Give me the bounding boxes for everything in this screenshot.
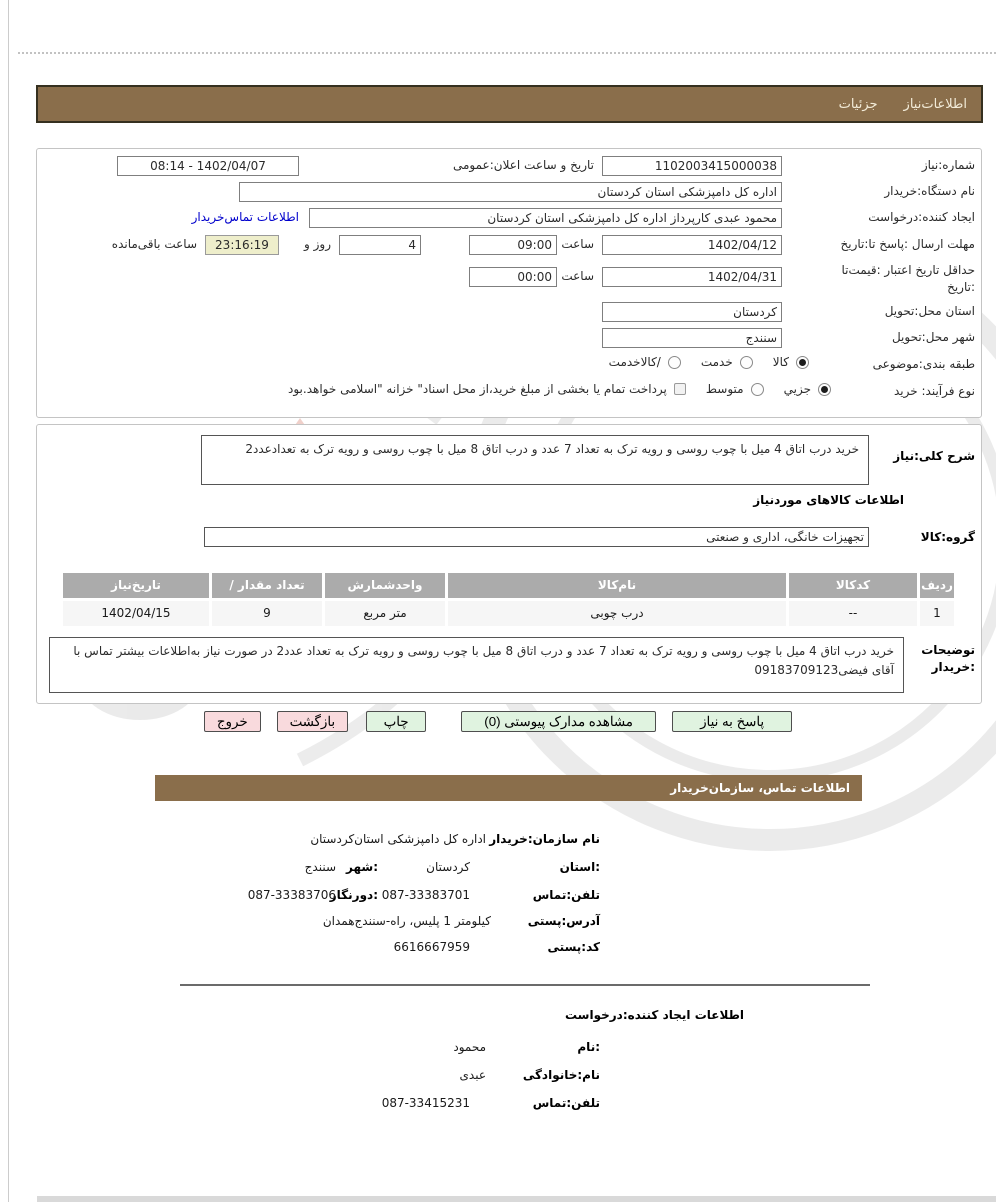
creator-phone-value: 087-33415231: [381, 1096, 470, 1110]
validity-hour-label: ساعت: [561, 269, 594, 283]
deadline-date-field[interactable]: 1402/04/12: [602, 235, 782, 255]
org-contact-header-bar: اطلاعات تماس، سازمان‌خریدار: [155, 775, 862, 801]
deadline-hour-label: ساعت: [561, 237, 594, 251]
deadline-time-field[interactable]: 09:00: [469, 235, 557, 255]
treasury-payment-label: پرداخت تمام یا بخشی از مبلغ خرید،از محل اسناد" خزانه "اسلامی خواهد.بود: [288, 382, 667, 396]
validity-label-line2: :تاریخ: [947, 280, 975, 294]
validity-date-field[interactable]: 1402/04/31: [602, 267, 782, 287]
radio-medium[interactable]: [751, 383, 764, 396]
exit-button[interactable]: خروج: [204, 711, 261, 732]
org-name-label: نام سازمان:خریدار: [489, 832, 600, 846]
org-city-value: سنندج: [304, 860, 336, 874]
org-phone-fax-row: [0, 888, 996, 908]
org-postal-label: کد:پستی: [547, 940, 600, 954]
buyer-org-label: نام دستگاه:خریدار: [884, 184, 975, 198]
radio-goods-label: کالا: [772, 355, 789, 369]
need-description-box[interactable]: خرید درب اتاق 4 میل با چوب روسی و رویه ترک به تعداد 7 عدد و درب اتاق 8 میل با چوب روسی و رویه ترک به تعدادعدد2: [201, 435, 869, 485]
back-button[interactable]: بازگشت: [277, 711, 349, 732]
deadline-label: مهلت ارسال :پاسخ تا:تاریخ: [840, 237, 975, 251]
buyer-org-field[interactable]: اداره کل دامپزشکی استان کردستان: [239, 182, 782, 202]
org-postal-row: [0, 940, 996, 960]
page-left-border: [8, 0, 9, 1202]
org-postal-value: 6616667959: [393, 940, 470, 954]
org-province-city-row: [0, 860, 996, 880]
radio-medium-label: متوسط: [705, 382, 744, 396]
days-suffix-label: روز و: [304, 237, 331, 251]
tab-need-info[interactable]: اطلاعات‌نیاز: [903, 96, 967, 112]
print-button[interactable]: چاپ: [366, 711, 426, 732]
delivery-province-field[interactable]: کردستان: [602, 302, 782, 322]
classification-options: [589, 355, 809, 369]
radio-goods-service[interactable]: [668, 356, 681, 369]
view-attachments-button[interactable]: مشاهده مدارک پیوستی (0): [461, 711, 656, 732]
remaining-hours-label: ساعت باقی‌مانده: [111, 237, 197, 251]
radio-minor[interactable]: [818, 383, 831, 396]
section-divider: [180, 984, 870, 986]
creator-family-row: [0, 1068, 996, 1088]
org-phone-value: 087-33383701: [381, 888, 470, 902]
org-fax-label: :دورنگار: [329, 888, 378, 902]
creator-phone-row: [0, 1096, 996, 1116]
cell-item-code: --: [789, 601, 917, 626]
buyer-remarks-label-line2: :خریدار: [931, 660, 975, 674]
respond-button[interactable]: پاسخ به نیاز: [672, 711, 792, 732]
delivery-city-label: شهر محل:تحویل: [891, 330, 975, 344]
org-fax-value: 087-33383706: [247, 888, 336, 902]
org-name-value: اداره کل دامپزشکی استان‌کردستان: [310, 832, 486, 846]
creator-family-value: عبدی: [459, 1068, 486, 1082]
request-creator-field[interactable]: محمود عبدی کارپرداز اداره کل دامپزشکی استان کردستان: [309, 208, 782, 228]
cell-item-name: درب چوبی: [448, 601, 786, 626]
need-items-panel: [36, 424, 982, 704]
bottom-border-strip: [37, 1196, 996, 1202]
title-tabbar: [36, 85, 983, 123]
creator-info-header: اطلاعات ایجاد کننده:درخواست: [564, 1008, 744, 1022]
col-unit: واحدشمارش: [325, 573, 445, 598]
process-type-options: [268, 382, 831, 396]
radio-minor-label: جزيي: [783, 382, 811, 396]
col-item-name: نام‌کالا: [448, 573, 786, 598]
buyer-remarks-box[interactable]: خرید درب اتاق 4 میل با چوب روسی و رویه ترک به تعداد 7 عدد و درب اتاق 8 میل با چوب روسی و رویه ترک به تعداد عدد2 در صورت نیاز به‌اطلاعات بیشتر تماس با آقای فیضی09183709123: [49, 637, 904, 693]
creator-name-label: :نام: [577, 1040, 600, 1054]
creator-name-value: محمود: [453, 1040, 486, 1054]
cell-need-date: 1402/04/15: [63, 601, 209, 626]
items-table-header-row: [62, 573, 954, 598]
org-address-label: آدرس:پستی: [527, 914, 600, 928]
col-item-code: کدکالا: [789, 573, 917, 598]
radio-goods-service-label: /کالاخدمت: [608, 355, 661, 369]
request-creator-label: ایجاد کننده:درخواست: [868, 210, 975, 224]
delivery-city-field[interactable]: سنندج: [602, 328, 782, 348]
col-row-number: ردیف: [920, 573, 954, 598]
org-city-label: :شهر: [346, 860, 378, 874]
org-province-label: :استان: [559, 860, 600, 874]
items-table-row[interactable]: [62, 601, 954, 626]
org-province-value: کردستان: [426, 860, 470, 874]
buyer-contact-link[interactable]: اطلاعات تماس‌خریدار: [191, 210, 299, 224]
items-table: [62, 573, 954, 629]
cell-quantity: 9: [212, 601, 322, 626]
need-description-label: شرح کلی:نیاز: [893, 449, 975, 463]
need-number-label: شماره:نیاز: [921, 158, 975, 172]
cell-unit: متر مربع: [325, 601, 445, 626]
top-dotted-divider: [18, 52, 996, 54]
org-name-row: [0, 832, 996, 852]
creator-phone-label: تلفن:تماس: [532, 1096, 600, 1110]
required-items-header: اطلاعات کالاهای موردنیاز: [753, 493, 904, 507]
classification-label: طبقه بندی:موضوعی: [872, 357, 975, 371]
creator-name-row: [0, 1040, 996, 1060]
deadline-days-field[interactable]: 4: [339, 235, 421, 255]
radio-service-label: خدمت: [700, 355, 733, 369]
radio-goods[interactable]: [796, 356, 809, 369]
cell-row-number: 1: [920, 601, 954, 626]
goods-group-field[interactable]: تجهیزات خانگی، اداری و صنعتی: [204, 527, 869, 547]
process-type-label: نوع فرآیند: خرید: [894, 384, 975, 398]
buyer-remarks-label-line1: توضیحات: [921, 643, 975, 657]
col-need-date: تاریخ‌نیاز: [63, 573, 209, 598]
announce-datetime-field[interactable]: 08:14 - 1402/04/07: [117, 156, 299, 176]
countdown-timer: 23:16:19: [205, 235, 279, 255]
validity-time-field[interactable]: 00:00: [469, 267, 557, 287]
col-quantity: تعداد مقدار /: [212, 573, 322, 598]
tab-details[interactable]: جزئیات: [838, 96, 878, 112]
org-address-value: کیلومتر 1 پلیس، راه-سنندج‌همدان: [322, 914, 491, 928]
creator-family-label: نام:خانوادگی: [522, 1068, 600, 1082]
radio-service[interactable]: [740, 356, 753, 369]
org-address-row: [0, 914, 996, 934]
validity-label-line1: حداقل تاریخ اعتبار :قیمت‌تا: [841, 263, 975, 277]
goods-group-label: گروه:کالا: [920, 530, 975, 544]
org-phone-label: تلفن:تماس: [532, 888, 600, 902]
treasury-payment-checkbox[interactable]: [674, 383, 686, 395]
need-form-panel: [36, 148, 982, 418]
need-number-field[interactable]: 1102003415000038: [602, 156, 782, 176]
announce-label: تاریخ و ساعت اعلان:عمومی: [452, 158, 594, 172]
action-buttons-row: [0, 711, 996, 732]
delivery-province-label: استان محل:تحویل: [884, 304, 975, 318]
